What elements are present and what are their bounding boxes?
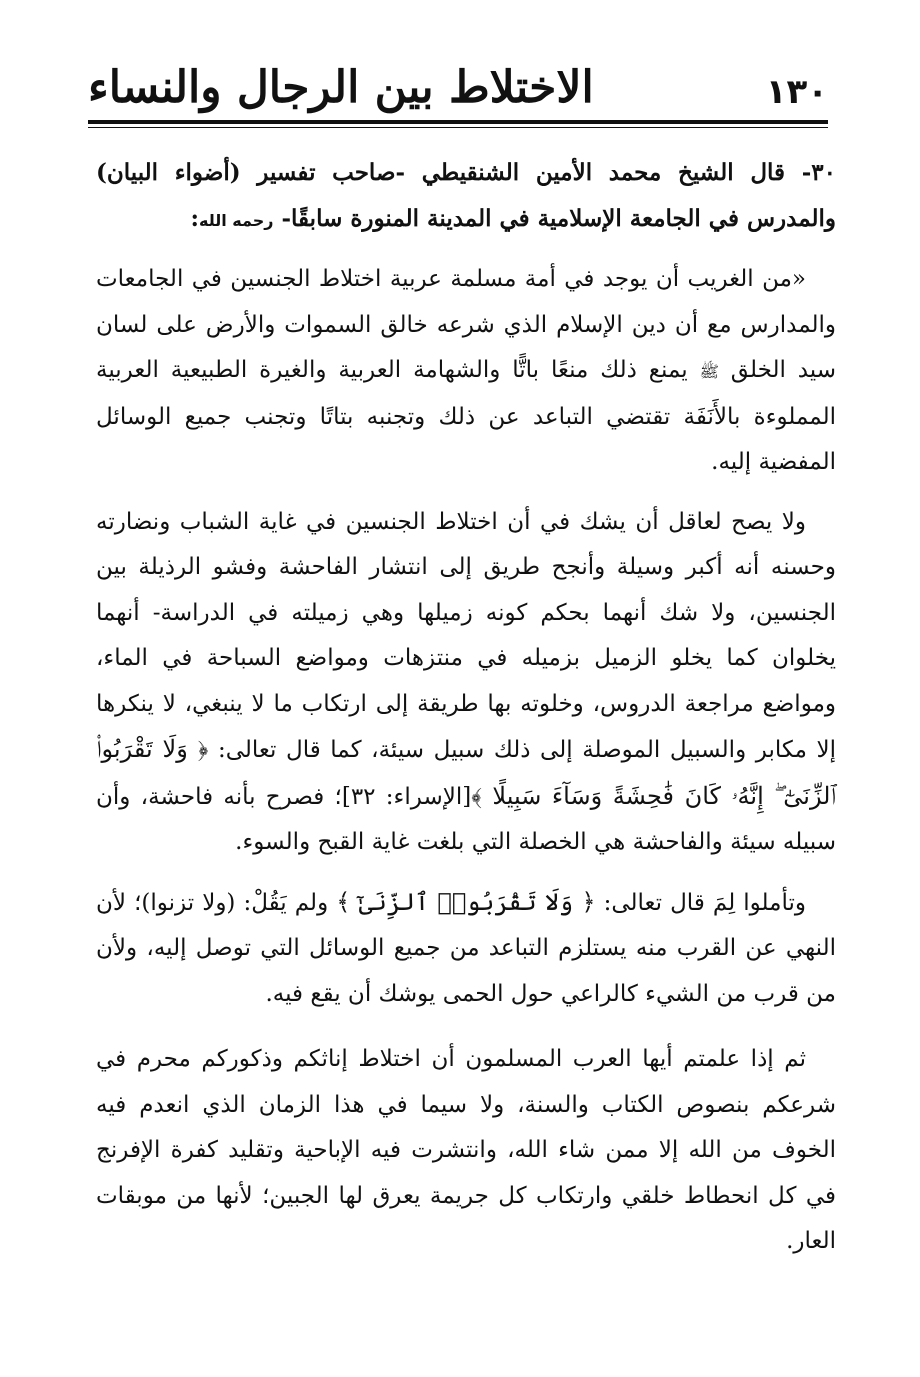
para2-text-b: ؛ فصرح بأنه فاحشة، وأن سبيله سيئة والفاحشة هي الخصلة التي بلغت غاية القبح والسوء. [96, 783, 836, 855]
para4-text: ثم إذا علمتم أيها العرب المسلمون أن اختلاط إناثكم وذكوركم محرم في شرعكم بنصوص الكتاب والسنة، ولا سيما في هذا الزمان الذي انعدم فيه الخوف من الله إلا ممن شاء الله، وانتشرت فيه الإباحية وتقليد كفرة الإفرنج في كل انحطاط خلقي وارتكاب كل جريمة يعرق لها الجبين؛ لأنها من موبقات العار. [96, 1046, 836, 1254]
para3-text-a: وتأملوا لِمَ قال تعالى: [603, 889, 806, 916]
para3-text-b: ولم يَقُلْ: (ولا تزنوا)؛ لأن النهي عن القرب منه يستلزم التباعد من جميع الوسائل التي توصل إليه، ولأن من قرب من الشيء كالراعي حول الحمى يوشك أن يقع فيه. [96, 889, 836, 1007]
quran-verse-short: ﴿ وَلَا تَقْرَبُوا۟ ٱلزِّنَىٰٓ ﴾ [336, 887, 596, 916]
paragraph-2 [96, 500, 836, 866]
running-title: الاختلاط بين الرجال والنساء [88, 62, 594, 113]
paragraph-4 [96, 1037, 836, 1265]
paragraph-1 [96, 257, 836, 486]
heading-colon: : [190, 204, 199, 232]
para1-text-b: يمنع ذلك منعًا باتًّا والشهامة العربية والغيرة الطبيعية العربية المملوءة بالأَنَفَة تقتضي التباعد عن ذلك وتجنبه بتاتًا وتجنب جميع الوسائل المفضية إليه. [96, 357, 836, 475]
para1-text-a: من الغريب أن يوجد في أمة مسلمة عربية اختلاط الجنسين في الجامعات والمدارس مع أن دين الإسلام الذي شرعه خالق السموات والأرض على لسان سيد الخلق [96, 266, 837, 383]
page-number: ١٣٠ [765, 72, 828, 112]
section-heading [96, 150, 836, 243]
heading-line: ٣٠- قال الشيخ محمد الأمين الشنقيطي -صاحب تفسير (أضواء البيان) والمدرس في الجامعة الإسلامية في المدينة المنورة سابقًا- [96, 159, 836, 232]
salutation-ligature: ﷺ [699, 362, 719, 381]
verse-citation: [الإسراء: ٣٢] [341, 783, 472, 810]
page-header [88, 58, 828, 128]
paragraph-3 [96, 880, 836, 1018]
header-rule [88, 120, 828, 124]
header-rule-thin [88, 127, 828, 128]
para2-text-a: ولا يصح لعاقل أن يشك في أن اختلاط الجنسين في غاية الشباب ونضارته وحسنه أنه أكبر وسيلة وأنجح طريق إلى انتشار الفاحشة وفشو الرذيلة بين الجنسين، ولا شك أنهما بحكم كونه زميلها وهي زميلته في الدراسة- أنهما يخلوان كما يخلو الزميل بزميله في منتزهات ومواضع السباحة في الماء، ومواضع مراجعة الدروس، وخلوته بها طريقة إلى ارتكاب ما لا ينبغي، لا ينكرها إلا مكابر والسبيل الموصلة إلى ذلك سبيل سيئة، كما قال تعالى: [96, 508, 836, 763]
quran-verse: ﴿ وَلَا تَقْرَبُوا۟ ٱلزِّنَىٰٓ ۖ إِنَّهُۥ كَانَ فَٰحِشَةً وَسَآءَ سَبِيلًا ﴾ [96, 735, 836, 810]
body-text [96, 150, 836, 1265]
open-quote: « [791, 266, 806, 292]
honorific-ligature: رحمه الله [199, 210, 274, 230]
